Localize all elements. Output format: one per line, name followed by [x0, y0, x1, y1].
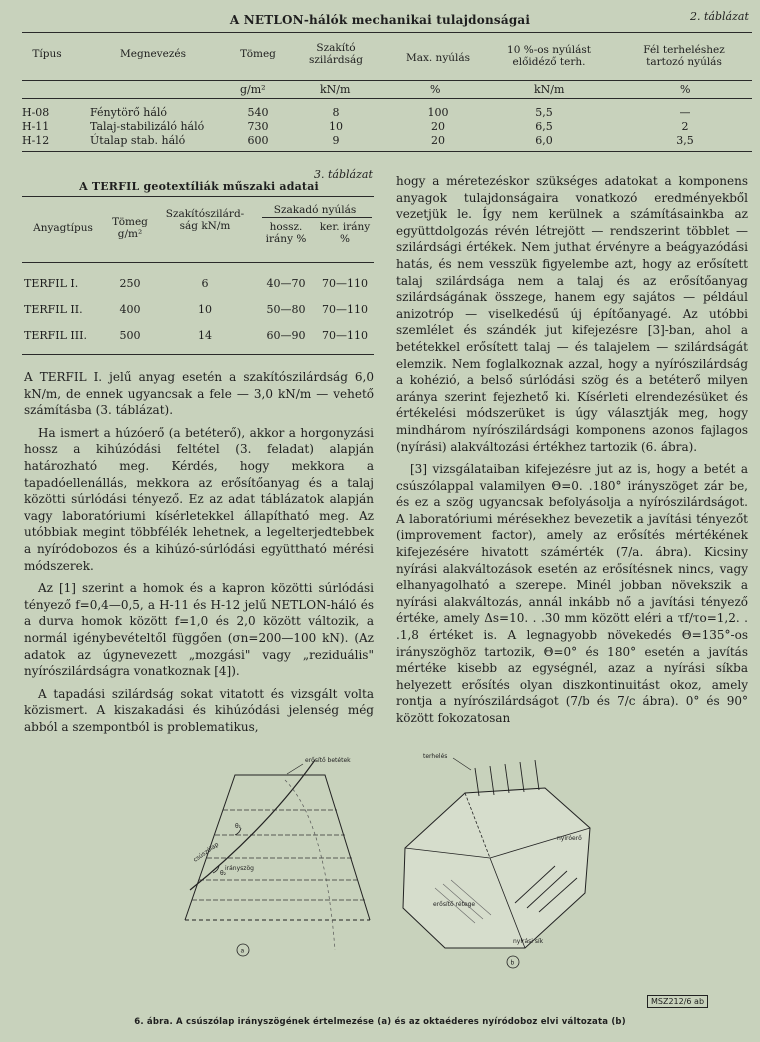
table2-header-halfload: Fél terheléshez tartozó nyúlás	[643, 44, 725, 68]
table3-bottom-rule	[22, 354, 374, 355]
label-slip: csúszólap	[192, 841, 221, 864]
table3-title: A TERFIL geotextíliák műszaki adatai	[79, 180, 319, 193]
table2-bottom-rule	[22, 151, 752, 152]
label-theta2: θ₂	[220, 870, 227, 877]
table2-cell: 20	[431, 134, 445, 147]
table2-cell: 5,5	[535, 106, 553, 119]
table3-cell: TERFIL III.	[24, 329, 87, 342]
right-column	[396, 173, 748, 733]
table2-top-rule	[22, 32, 752, 33]
right-paragraph: [3] vizsgálataiban kifejezésre jut az is, hogy a betét a csúszólappal valamilyen Θ=0. .180° irányszöget zár be, és ez a szög ugyancsak befolyásolja a nyírószilárdságot. A laboratóriumi mérésekhez bevezetik a javítási tényezőt (improvement factor), amely az erősítés mértékének kifejezésére hivatott számérték (7/a. ábra). Kicsiny nyírási alakváltozások esetén az erősítésnek nincs, vagy elhanyagolható a szerepe. Minél jobban növekszik a nyírási alakváltozás, annál inkább nő a javítási tényező értéke, amely Δs=10. . .30 mm között eléri a τf/τo=1,2. . .1,8 értéket is. A legnagyobb növekedés Θ=135°-os irányszöghöz tartozik, Θ=0° és 180° esetén a javítás mértéke kisebb az egységnél, azaz a nyírási síkba helyezett erősítés olyan diszkontinuitást okoz, amely rontja a nyírószilárdságot (7/b és 7/c ábra). 0° és 90° között fokozatosan	[396, 462, 748, 725]
table2-cell: 6,5	[535, 120, 553, 133]
table3-cell: 50—80	[266, 303, 306, 316]
table3-cell: 400	[119, 303, 141, 316]
table2-header-maxstrain: Max. nyúlás	[405, 52, 471, 64]
table2-unit-maxstrain: %	[430, 83, 441, 96]
table2-cell: 3,5	[676, 134, 694, 147]
table3-cell: 10	[198, 303, 212, 316]
label-direction: irányszög	[225, 865, 254, 872]
figure-caption: 6. ábra. A csúszólap irányszögének értelmezése (a) és az oktaéderes nyíródoboz elvi változata (b)	[134, 1017, 626, 1027]
table2-title: A NETLON-hálók mechanikai tulajdonságai	[229, 13, 531, 27]
table2-header-type: Típus	[32, 48, 62, 60]
table3-cell: TERFIL II.	[24, 303, 83, 316]
table3-cell: 70—110	[322, 277, 368, 290]
table3-cell: 500	[119, 329, 141, 342]
label-inserts: erősítő betétek	[305, 757, 351, 764]
shear-box	[403, 788, 590, 948]
table2-mid-rule	[22, 80, 752, 81]
table2-cell: 10	[329, 120, 343, 133]
left-paragraph: A tapadási szilárdság sokat vitatott és vizsgált volta közismert. A kiszakadási és kihúzódási jelenség még abból a szempontból is problematikus,	[24, 686, 374, 734]
table3-header-cross: ker. irány %	[319, 221, 371, 245]
table3-header-strength: Szakítószilárd-ság kN/m	[165, 208, 245, 232]
table3-header-mass: Tömeg g/m²	[112, 216, 148, 240]
table2-header-mass: Tömeg	[240, 48, 276, 60]
table2-unit-mass: g/m²	[240, 83, 266, 96]
table2-cell: H-12	[22, 134, 50, 147]
table2-number: 2. táblázat	[690, 10, 749, 23]
insert-pointer	[287, 764, 303, 774]
label-shear-force: nyíróerő	[557, 835, 582, 842]
table2-cell: 100	[427, 106, 449, 119]
table3-cell: 250	[119, 277, 141, 290]
label-a: a	[240, 947, 245, 955]
table3-header-group: Szakadó nyúlás	[273, 204, 357, 216]
left-paragraph: Ha ismert a húzóerő (a betéterő), akkor a horgonyzási hossz a kihúzódási feltétel (3. feladat) alapján határozható meg. Kérdés, hogy mekkora a tapadóellenállás, mekkora az erősítőanyag és a talaj közötti súrlódási tényező. Ez az adat táblázatok alapján vagy laboratóriumi kísérletekkel állapítható meg. Az utóbbiak megint többfélék lehetnek, a legelterjedtebbek a nyíródobozos és a kihúzó-súrlódási együttható mérési módszerek.	[24, 425, 374, 573]
table3-cell: 70—110	[322, 303, 368, 316]
figure-6b	[395, 748, 600, 973]
slip-arc-extension	[285, 780, 335, 950]
left-paragraph: A TERFIL I. jelű anyag esetén a szakítószilárdság 6,0 kN/m, de ennek ugyancsak a fele — 3,0 kN/m — vehető számításba (3. táblázat).	[24, 370, 374, 418]
table2-header-load10: 10 %-os nyúlást előidéző terh.	[507, 44, 591, 68]
table3-cell: TERFIL I.	[24, 277, 79, 290]
table2-unit-rule	[22, 98, 752, 99]
table3-cell: 6	[201, 277, 209, 290]
table2-cell: —	[679, 106, 691, 119]
table2-cell: 6,0	[535, 134, 553, 147]
table2-cell: 20	[431, 120, 445, 133]
figure-stamp: MSZ212/6 ab	[647, 995, 708, 1008]
table3-mid-rule	[22, 262, 374, 263]
table3-group-rule	[262, 217, 372, 218]
label-load: terhelés	[423, 753, 448, 760]
table3-cell: 70—110	[322, 329, 368, 342]
table2-cell: 540	[247, 106, 269, 119]
table2-unit-load10: kN/m	[534, 83, 565, 96]
table3-top-rule	[22, 196, 374, 197]
table2-header-name: Megnevezés	[120, 48, 186, 60]
table2-unit-strength: kN/m	[320, 83, 351, 96]
label-theta1: θ₁	[235, 823, 242, 830]
table2-cell: H-08	[22, 106, 50, 119]
label-reinforcement: erősítő rétege	[433, 901, 476, 908]
table2-cell: 600	[247, 134, 269, 147]
table3-header-long: hossz. irány %	[265, 221, 307, 245]
label-shear-plane: nyírási sík	[513, 938, 544, 945]
table2-cell: 730	[247, 120, 269, 133]
right-paragraph: hogy a méretezéskor szükséges adatokat a komponens anyagok tulajdonságaira vonatkozó eredményekből vezetjük le. Így nem kerülnek a számításainkba az együttdolgozás révén létrejött — rendszerint többlet — szilárdsági értékek. Nem juthat érvényre a beágyazódási hatás, és nem vesszük figyelembe azt, hogy az erősített talaj szilárdsága nem a talaj és az erősítőanyag szilárdságának összege, hanem egy sajátos — például anizotróp — viselkedésű új építőanyagé. Az utóbbi szemlélet és szándék jut kifejezésre [3]-ban, ahol a betétekkel erősített talaj — és talajelem — szilárdságát elemzik. Nem foglalkoznak azzal, hogy a nyírószilárdság a kohézió, a belső súrlódási szög és a betéterő milyen aránya szerint fejezhető ki. Kísérleti elrendezésüket és értékelési módszerüket is úgy választják meg, hogy mindhárom nyírószilárdsági komponens azonos fajlagos (nyírási) alakváltozási értékhez tartozik (6. ábra).	[396, 174, 748, 454]
left-paragraph: Az [1] szerint a homok és a kapron közötti súrlódási tényező f=0,4—0,5, a H-11 és H-12 jelű NETLON-háló és a durva homok között f=1,0 és 2,0 között változik, a normál igénybevételtől függően (σn=200—100 kN). (Az adatok az úgynevezett „mozgási" vagy „reziduális" nyírószilárdságra vonatkoznak [4]).	[24, 581, 374, 679]
table3-cell: 60—90	[266, 329, 306, 342]
table3-cell: 14	[198, 329, 212, 342]
figure-6a	[175, 740, 375, 965]
table2-cell: 9	[332, 134, 340, 147]
table3-cell: 40—70	[266, 277, 306, 290]
table2-header-strength: Szakító szilárdság	[308, 42, 363, 66]
table2-cell: Fénytörő háló	[90, 106, 168, 119]
table2-cell: H-11	[22, 120, 50, 133]
table3-number: 3. táblázat	[314, 168, 373, 181]
table2-unit-halfload: %	[680, 83, 691, 96]
table2-cell: 8	[332, 106, 340, 119]
table2-cell: Útalap stab. háló	[90, 134, 186, 147]
table2-cell: Talaj-stabilizáló háló	[90, 120, 205, 133]
table2-cell: 2	[681, 120, 689, 133]
left-column	[24, 369, 374, 741]
label-b: b	[510, 959, 515, 967]
table3-header-type: Anyagtípus	[33, 222, 93, 234]
